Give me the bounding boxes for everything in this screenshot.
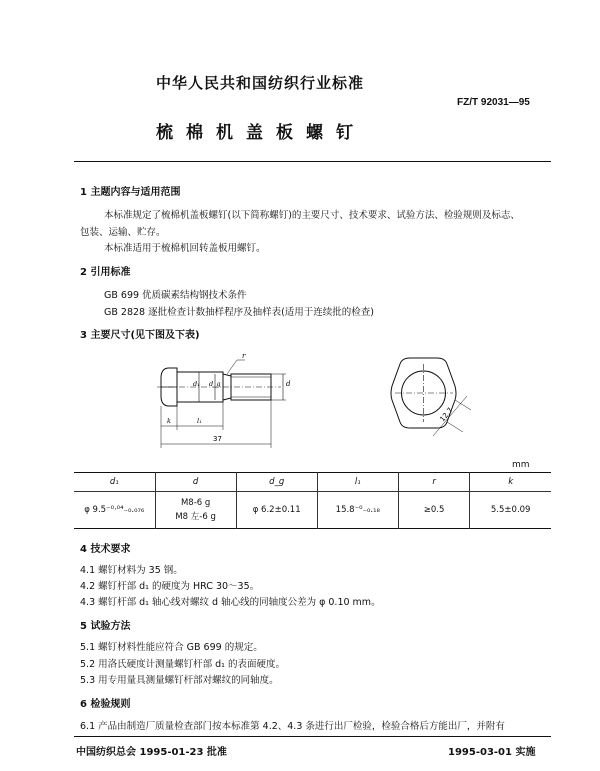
header-rule (74, 161, 551, 162)
cell-d-line2: M8 左-6 g (175, 512, 216, 522)
cell-d-line1: M8-6 g (180, 498, 211, 508)
table-header-k: k (470, 473, 551, 492)
section-1-paragraph-line2: 包装、运输、贮存。 (80, 227, 166, 238)
cell-r: ≥0.5 (398, 492, 470, 529)
reference-gb699: GB 699 优质碳素结构钢技术条件 (104, 290, 247, 301)
section-1-heading: 1 主题内容与适用范围 (80, 187, 181, 198)
label-d: d (286, 380, 291, 388)
screw-end-view-drawing (375, 352, 475, 442)
footer-issuer: 中国纺织总会 1995-01-23 批准 (76, 747, 227, 758)
cell-d (155, 492, 236, 529)
item-5-2: 5.2 用洛氏硬度计测量螺钉杆部 d₁ 的表面硬度。 (80, 659, 286, 670)
table-unit: mm (512, 460, 530, 470)
label-37: 37 (213, 435, 222, 443)
footer-effective-date: 1995-03-01 实施 (448, 747, 536, 758)
section-2-heading: 2 引用标准 (80, 267, 131, 278)
table-row (74, 492, 551, 529)
standard-number: FZ/T 92031—95 (457, 97, 530, 108)
table-header-dg: d_g (236, 473, 317, 492)
section-5-heading: 5 试验方法 (80, 621, 131, 632)
label-r: r (242, 352, 246, 360)
section-1-paragraph-line1: 本标准规定了梳棉机盖板螺钉(以下简称螺钉)的主要尺寸、技术要求、试验方法、检验规则及标志、 (104, 210, 520, 221)
screw-side-view-drawing (155, 350, 315, 450)
table-header-d: d (155, 473, 236, 492)
item-5-3: 5.3 用专用量具测量螺钉杆部对螺纹的同轴度。 (80, 675, 279, 686)
table-header-row (74, 473, 551, 492)
section-6-heading: 6 检验规则 (80, 699, 131, 710)
org-title: 中华人民共和国纺织行业标准 (156, 74, 365, 92)
label-l1: l₁ (197, 417, 202, 425)
table-header-d1: d₁ (74, 473, 155, 492)
document-title: 梳棉机盖板螺钉 (156, 123, 366, 143)
dimensions-table (74, 472, 551, 529)
table-header-r: r (398, 473, 470, 492)
item-4-3: 4.3 螺钉杆部 d₁ 轴心线对螺纹 d 轴心线的同轴度公差为 φ 0.10 mm。 (80, 597, 381, 608)
section-3-heading: 3 主要尺寸(见下图及下表) (80, 330, 200, 341)
item-6-1: 6.1 产品由制造厂质量检查部门按本标准第 4.2、4.3 条进行出厂检验，检验合格后方能出厂，并附有 (80, 721, 505, 732)
footer-rule (74, 736, 551, 737)
item-4-2: 4.2 螺钉杆部 d₁ 的硬度为 HRC 30～35。 (80, 581, 260, 592)
label-dg: d_g (209, 380, 221, 388)
reference-gb2828: GB 2828 逐批检查计数抽样程序及抽样表(适用于连续批的检查) (104, 307, 375, 318)
cell-k: 5.5±0.09 (470, 492, 551, 529)
table-header-l1: l₁ (317, 473, 398, 492)
cell-l1: 15.8⁻⁰₋₀.₁₈ (317, 492, 398, 529)
item-4-1: 4.1 螺钉材料为 35 钢。 (80, 565, 183, 576)
item-5-1: 5.1 螺钉材料性能应符合 GB 699 的规定。 (80, 642, 263, 653)
cell-d1: φ 9.5⁻⁰·⁰⁴₋₀.₀₇₆ (84, 505, 145, 515)
section-4-heading: 4 技术要求 (80, 544, 131, 555)
label-12-7: 12.7 (438, 406, 455, 424)
section-1-paragraph-2: 本标准适用于梳棉机回转盖板用螺钉。 (104, 243, 266, 254)
label-k: k (167, 417, 171, 425)
cell-dg: φ 6.2±0.11 (236, 492, 317, 529)
label-d1: d₁ (193, 380, 200, 388)
